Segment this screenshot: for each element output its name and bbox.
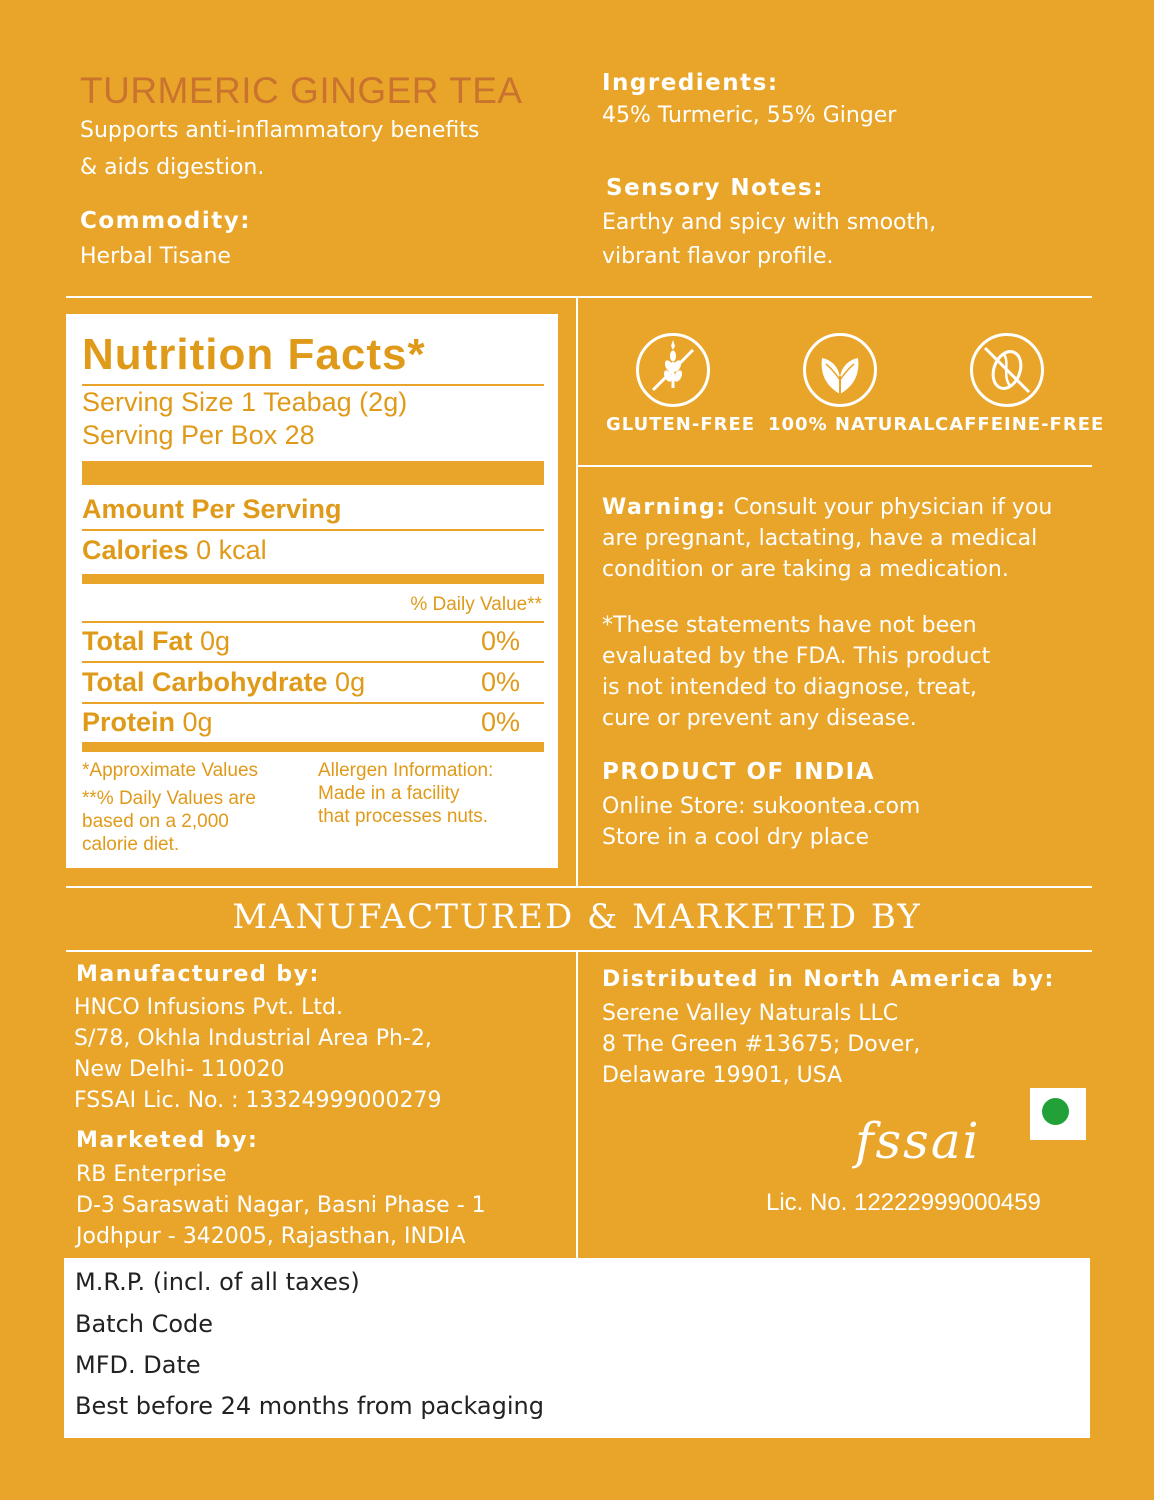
footnote-dv-3: calorie diet. [82,834,180,855]
warning-label: Warning: [602,495,727,520]
mrp-label: M.R.P. (incl. of all taxes) [75,1268,360,1296]
nutrient-dv: 0% [480,626,520,656]
manufacturer-line-1: HNCO Infusions Pvt. Ltd. [74,995,343,1020]
mfd-date-label: MFD. Date [75,1351,201,1379]
daily-value-header: % Daily Value** [410,594,542,615]
manufacturer-line-2: S/78, Okhla Industrial Area Ph-2, [74,1026,432,1051]
marketer-line-1: RB Enterprise [76,1162,227,1187]
divider-vertical-bottom [576,952,578,1258]
footnote-approx: *Approximate Values [82,760,259,781]
nutrient-amount: 0g [182,707,213,737]
footnote-dv-2: based on a 2,000 [82,811,229,832]
nf-thick-bar [82,461,544,485]
nf-rule [82,702,544,704]
footnote-dv-1: **% Daily Values are [82,788,256,809]
serving-size: Serving Size 1 Teabag (2g) [82,387,408,417]
fda-line-4: cure or prevent any disease. [602,706,917,731]
nutrient-label: Total Carbohydrate [82,667,328,697]
calories-value: 0 kcal [196,535,267,565]
nutrient-row-protein [82,707,213,738]
warning-line-1 [602,491,1052,525]
storage-instructions: Store in a cool dry place [602,825,869,850]
nf-bottom-bar [82,742,544,752]
manufactured-heading: MANUFACTURED & MARKETED BY [232,897,922,937]
warning-line-3: condition or are taking a medication. [602,557,1009,582]
fssai-logo: fssai [855,1112,981,1170]
badge-label-gluten-free: GLUTEN-FREE [606,414,756,435]
nf-rule [82,661,544,663]
distributor-line-1: Serene Valley Naturals LLC [602,1001,899,1026]
batch-code-label: Batch Code [75,1310,214,1338]
footnote-block [82,759,297,856]
online-store: Online Store: sukoontea.com [602,794,921,819]
sensory-line-2: vibrant flavor profile. [602,244,834,269]
distributor-label: Distributed in North America by: [602,967,1055,992]
divider-top [66,296,1092,298]
marketer-label: Marketed by: [76,1128,259,1153]
nutrient-label: Total Fat [82,626,193,656]
ingredients-value: 45% Turmeric, 55% Ginger [602,103,897,128]
nf-rule [82,529,544,531]
fda-line-1: *These statements have not been [602,613,977,638]
allergen-line-3: that processes nuts. [318,806,489,827]
nutrient-dv: 0% [480,707,520,737]
nutrient-row-fat [82,626,230,657]
fda-line-3: is not intended to diagnose, treat, [602,675,978,700]
coffee-bean-crossed-icon [970,333,1044,407]
nutrition-facts-panel [66,314,558,868]
distributor-line-2: 8 The Green #13675; Dover, [602,1032,921,1057]
warning-text: Consult your physician if you [733,495,1053,520]
nf-rule [82,384,544,386]
badge-label-natural: 100% NATURAL [768,414,936,435]
divider-vertical-mid [576,296,578,888]
nutrient-row-carbohydrate [82,667,365,698]
nutrient-dv: 0% [480,667,520,697]
nutrient-amount: 0g [200,626,231,656]
marketer-line-3: Jodhpur - 342005, Rajasthan, INDIA [76,1224,466,1249]
best-before: Best before 24 months from packaging [75,1392,544,1420]
calories-row [82,535,267,566]
nutrition-title: Nutrition Facts* [82,330,426,379]
badge-label-caffeine-free: CAFFEINE-FREE [935,414,1105,435]
fssai-license: Lic. No. 12222999000459 [766,1189,1041,1216]
benefit-line-2: & aids digestion. [80,155,265,180]
allergen-line-1: Allergen Information: [318,760,494,781]
benefit-line-1: Supports anti-inflammatory benefits [80,118,480,143]
product-origin: PRODUCT OF INDIA [602,759,875,785]
sensory-line-1: Earthy and spicy with smooth, [602,210,937,235]
veg-mark-icon [1030,1088,1086,1140]
nf-medium-bar [82,574,544,584]
packaging-info-panel [64,1258,1090,1438]
commodity-value: Herbal Tisane [80,244,231,269]
allergen-line-2: Made in a facility [318,783,460,804]
commodity-label: Commodity: [80,208,251,234]
nutrient-label: Protein [82,707,176,737]
allergen-block [318,759,548,828]
nf-rule [82,621,544,623]
fda-line-2: evaluated by the FDA. This product [602,644,991,669]
manufacturer-line-3: New Delhi- 110020 [74,1057,285,1082]
wheat-crossed-icon [636,333,710,407]
amount-per-serving: Amount Per Serving [82,494,342,524]
manufacturer-label: Manufactured by: [76,962,320,987]
divider-manufactured-bottom [66,950,1092,952]
ingredients-label: Ingredients: [602,70,779,96]
nutrient-amount: 0g [335,667,366,697]
calories-label: Calories [82,535,189,565]
leaf-icon [803,333,877,407]
warning-line-2: are pregnant, lactating, have a medical [602,526,1038,551]
product-title: TURMERIC GINGER TEA [80,70,523,111]
divider-badges [578,465,1092,467]
manufacturer-fssai: FSSAI Lic. No. : 13324999000279 [74,1088,442,1113]
sensory-label: Sensory Notes: [606,175,824,201]
divider-manufactured-top [66,886,1092,888]
distributor-line-3: Delaware 19901, USA [602,1063,843,1088]
serving-per-box: Serving Per Box 28 [82,420,315,450]
marketer-line-2: D-3 Saraswati Nagar, Basni Phase - 1 [76,1193,486,1218]
